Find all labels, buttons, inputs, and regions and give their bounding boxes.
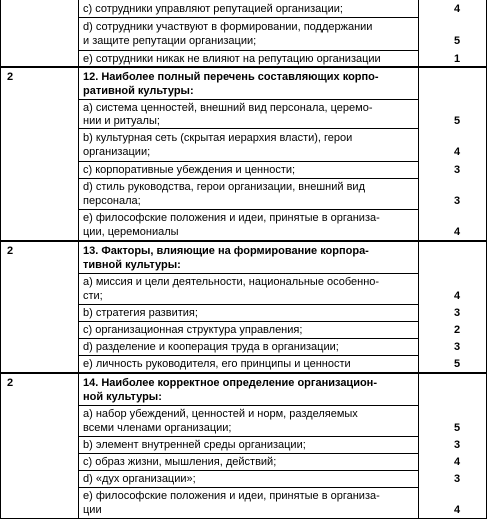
option-text: c) корпоративные убеждения и ценности; xyxy=(83,164,296,176)
cell-divider xyxy=(79,436,418,437)
question-title: 12. Наиболее полный перечень составляющих корпо- xyxy=(83,71,379,83)
column-divider-1 xyxy=(78,0,79,519)
cell-divider xyxy=(79,355,418,356)
row-number: 2 xyxy=(7,245,14,257)
option-score: 3 xyxy=(453,341,461,353)
cell-divider xyxy=(79,453,418,454)
cell-divider xyxy=(79,470,418,471)
option-text: c) образ жизни, мышления, действий; xyxy=(83,456,277,468)
option-text: a) набор убеждений, ценностей и норм, разделяемых xyxy=(83,408,358,420)
cell-divider xyxy=(79,99,418,100)
option-score: 3 xyxy=(453,195,461,207)
cell-divider xyxy=(79,304,418,305)
option-text: e) личность руководителя, его принципы и ценности xyxy=(83,358,351,370)
option-score: 3 xyxy=(453,439,461,451)
cell-divider xyxy=(79,405,418,406)
option-text: e) философские положения и идеи, принятые в организа- xyxy=(83,490,380,502)
option-score: 4 xyxy=(453,290,461,302)
cell-divider xyxy=(79,338,418,339)
row-divider xyxy=(0,240,487,242)
option-score: 4 xyxy=(453,226,461,238)
option-score: 4 xyxy=(453,3,461,15)
option-text: d) разделение и кооперация труда в организации; xyxy=(83,341,339,353)
option-text: и защите репутации организации; xyxy=(83,35,257,47)
option-score: 3 xyxy=(453,164,461,176)
option-text: ции, церемониалы xyxy=(83,226,179,238)
option-score: 1 xyxy=(453,53,461,65)
option-text: b) элемент внутренней среды организации; xyxy=(83,439,306,451)
option-text: сти; xyxy=(83,290,103,302)
row-divider xyxy=(0,66,487,68)
option-score: 4 xyxy=(453,456,461,468)
table-border-left xyxy=(0,0,1,519)
option-text: a) система ценностей, внешний вид персонала, церемо- xyxy=(83,102,373,114)
option-text: c) организационная структура управления; xyxy=(83,324,303,336)
column-divider-2 xyxy=(418,0,419,519)
cell-divider xyxy=(79,321,418,322)
question-title: тивной культуры: xyxy=(83,259,181,271)
option-text: d) сотрудники участвуют в формировании, поддержании xyxy=(83,21,373,33)
option-text: всеми членами организации; xyxy=(83,422,232,434)
option-text: ции xyxy=(83,504,102,516)
option-score: 5 xyxy=(453,422,461,434)
option-score: 2 xyxy=(453,324,461,336)
cell-divider xyxy=(79,50,418,51)
cell-divider xyxy=(79,17,418,18)
option-text: c) сотрудники управляют репутацией организации; xyxy=(83,3,343,15)
cell-divider xyxy=(79,161,418,162)
question-title: 13. Факторы, влияющие на формирование корпора- xyxy=(83,245,369,257)
question-title: ративной культуры: xyxy=(83,85,194,97)
row-number: 2 xyxy=(7,377,14,389)
option-text: нии и ритуалы; xyxy=(83,115,160,127)
cell-divider xyxy=(79,178,418,179)
option-score: 5 xyxy=(453,35,461,47)
option-score: 4 xyxy=(453,146,461,158)
option-score: 3 xyxy=(453,307,461,319)
option-text: a) миссия и цели деятельности, национальные особенно- xyxy=(83,276,380,288)
cell-divider xyxy=(79,487,418,488)
option-score: 5 xyxy=(453,358,461,370)
option-text: d) «дух организации»; xyxy=(83,473,196,485)
option-text: e) философские положения и идеи, принятые в организа- xyxy=(83,212,380,224)
option-text: d) стиль руководства, герои организации, внешний вид xyxy=(83,181,365,193)
cell-divider xyxy=(79,128,418,129)
option-text: e) сотрудники никак не влияют на репутацию организации xyxy=(83,53,381,65)
question-title: ной культуры: xyxy=(83,391,162,403)
cell-divider xyxy=(79,209,418,210)
option-score: 5 xyxy=(453,115,461,127)
option-score: 3 xyxy=(453,473,461,485)
row-divider xyxy=(0,372,487,374)
question-title: 14. Наиболее корректное определение организацион- xyxy=(83,377,377,389)
option-score: 4 xyxy=(453,504,461,516)
option-text: b) стратегия развития; xyxy=(83,307,198,319)
option-text: организации; xyxy=(83,146,151,158)
cell-divider xyxy=(79,273,418,274)
option-text: b) культурная сеть (скрытая иерархия власти), герои xyxy=(83,132,353,144)
row-number: 2 xyxy=(7,71,14,83)
option-text: персонала; xyxy=(83,195,141,207)
